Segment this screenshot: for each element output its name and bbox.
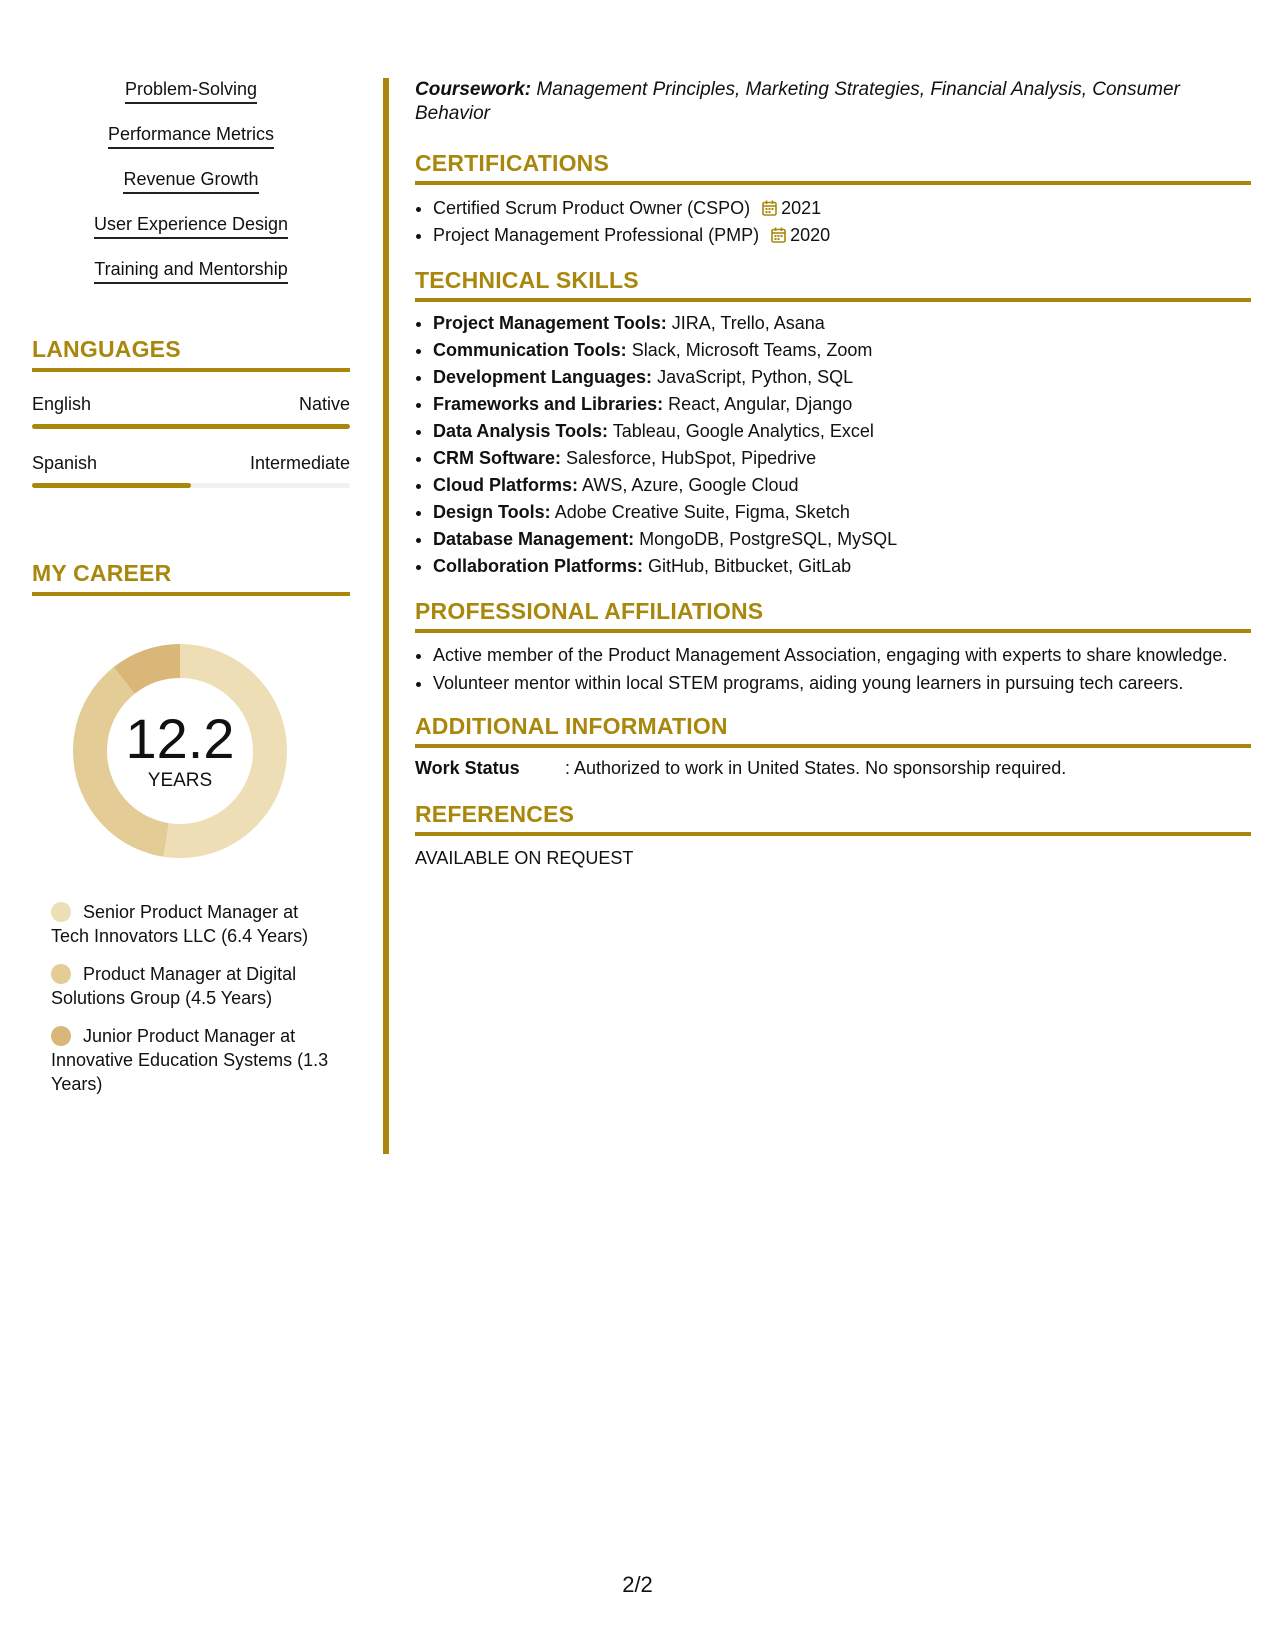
affiliation-item: • Volunteer mentor within local STEM programs, aiding young learners in pursuing tech careers. (433, 671, 1251, 695)
technical-skills-list (415, 310, 1251, 580)
legend-item (51, 1024, 331, 1096)
technical-skills-heading: TECHNICAL SKILLS (415, 267, 1251, 302)
technical-skill-item (433, 391, 1251, 418)
coursework-label: Coursework: (415, 79, 532, 100)
language-name: Spanish (32, 453, 98, 473)
certifications-list (415, 195, 1251, 249)
certification-name: Certified Scrum Product Owner (CSPO) (433, 198, 751, 218)
skill-category: CRM Software: (433, 448, 562, 468)
career-total-unit: YEARS (147, 770, 213, 791)
coursework (415, 78, 1251, 126)
technical-skill-item (433, 526, 1251, 553)
language-proficiency-bar (32, 483, 350, 488)
legend-label: Senior Product Manager at Tech Innovators LLC (6.4 Years) (51, 902, 309, 946)
certification-name: Project Management Professional (PMP) (433, 225, 760, 245)
career-heading: MY CAREER (32, 560, 350, 596)
skill-category: Project Management Tools: (433, 313, 667, 333)
language-level: Native (298, 394, 350, 414)
affiliations-list (415, 643, 1251, 695)
language-level: Intermediate (249, 453, 350, 473)
legend-item (51, 900, 331, 948)
references-text: AVAILABLE ON REQUEST (415, 848, 634, 868)
skill-item: User Experience Design (94, 213, 288, 239)
language-entry (32, 394, 350, 429)
language-entry (32, 453, 350, 488)
legend-dot (51, 902, 71, 922)
skill-category: Design Tools: (433, 502, 551, 522)
technical-skill-item (433, 472, 1251, 499)
skill-item: Revenue Growth (123, 168, 258, 194)
legend-dot (51, 1026, 71, 1046)
language-proficiency-fill (32, 483, 191, 488)
work-status-label: Work Status (415, 758, 520, 778)
skill-category: Database Management: (433, 529, 635, 549)
coursework-text: Management Principles, Marketing Strategies, Financial Analysis, Consumer Behavior (415, 79, 1180, 124)
skill-values: Slack, Microsoft Teams, Zoom (631, 340, 873, 360)
affiliations-heading: PROFESSIONAL AFFILIATIONS (415, 598, 1251, 633)
skill-values: AWS, Azure, Google Cloud (582, 475, 799, 495)
technical-skill-item (433, 418, 1251, 445)
skill-category: Frameworks and Libraries: (433, 394, 664, 414)
skill-item: Training and Mentorship (94, 258, 287, 284)
technical-skill-item (433, 310, 1251, 337)
language-name: English (32, 394, 92, 414)
skill-category: Collaboration Platforms: (433, 556, 644, 576)
affiliation-item: • Active member of the Product Management Association, engaging with experts to share knowledge. (433, 643, 1251, 667)
technical-skill-item (433, 553, 1251, 580)
career-total-years: 12.2 (125, 707, 235, 770)
additional-info-heading: ADDITIONAL INFORMATION (415, 713, 1251, 748)
skill-category: Cloud Platforms: (433, 475, 579, 495)
certification-item (433, 222, 1251, 249)
language-proficiency-bar (32, 424, 350, 429)
skill-category: Communication Tools: (433, 340, 627, 360)
column-divider (383, 78, 389, 1154)
skill-values: React, Angular, Django (668, 394, 853, 414)
skill-values: Adobe Creative Suite, Figma, Sketch (554, 502, 850, 522)
certification-year: 2021 (781, 198, 822, 218)
technical-skill-item (433, 499, 1251, 526)
languages-heading: LANGUAGES (32, 336, 350, 372)
calendar-icon (771, 227, 786, 243)
legend-dot (51, 964, 71, 984)
references-heading: REFERENCES (415, 801, 1251, 836)
page-number: 2/2 (622, 1572, 653, 1597)
legend-label: Product Manager at Digital Solutions Group (4.5 Years) (51, 964, 297, 1008)
technical-skill-item (433, 364, 1251, 391)
skill-item: Problem-Solving (125, 78, 257, 104)
skill-values: GitHub, Bitbucket, GitLab (648, 556, 852, 576)
work-status-row (415, 758, 1251, 779)
skills-list (32, 78, 350, 303)
certification-item (433, 195, 1251, 222)
skill-values: Tableau, Google Analytics, Excel (612, 421, 874, 441)
technical-skill-item (433, 337, 1251, 364)
career-legend (51, 900, 331, 1096)
skill-category: Development Languages: (433, 367, 653, 387)
sidebar (32, 78, 350, 1110)
legend-label: Junior Product Manager at Innovative Education Systems (1.3 Years) (51, 1026, 329, 1094)
calendar-icon (762, 200, 777, 216)
skill-values: JavaScript, Python, SQL (657, 367, 854, 387)
skill-category: Data Analysis Tools: (433, 421, 609, 441)
skill-values: MongoDB, PostgreSQL, MySQL (639, 529, 898, 549)
certifications-heading: CERTIFICATIONS (415, 150, 1251, 185)
main-column (415, 78, 1251, 869)
skill-values: Salesforce, HubSpot, Pipedrive (566, 448, 817, 468)
technical-skill-item (433, 445, 1251, 472)
skill-item: Performance Metrics (108, 123, 274, 149)
certification-year: 2020 (790, 225, 831, 245)
skill-values: JIRA, Trello, Asana (671, 313, 825, 333)
legend-item (51, 962, 331, 1010)
language-proficiency-fill (32, 424, 350, 429)
career-donut-chart (67, 638, 293, 864)
work-status-value: : Authorized to work in United States. No sponsorship required. (565, 758, 1067, 778)
